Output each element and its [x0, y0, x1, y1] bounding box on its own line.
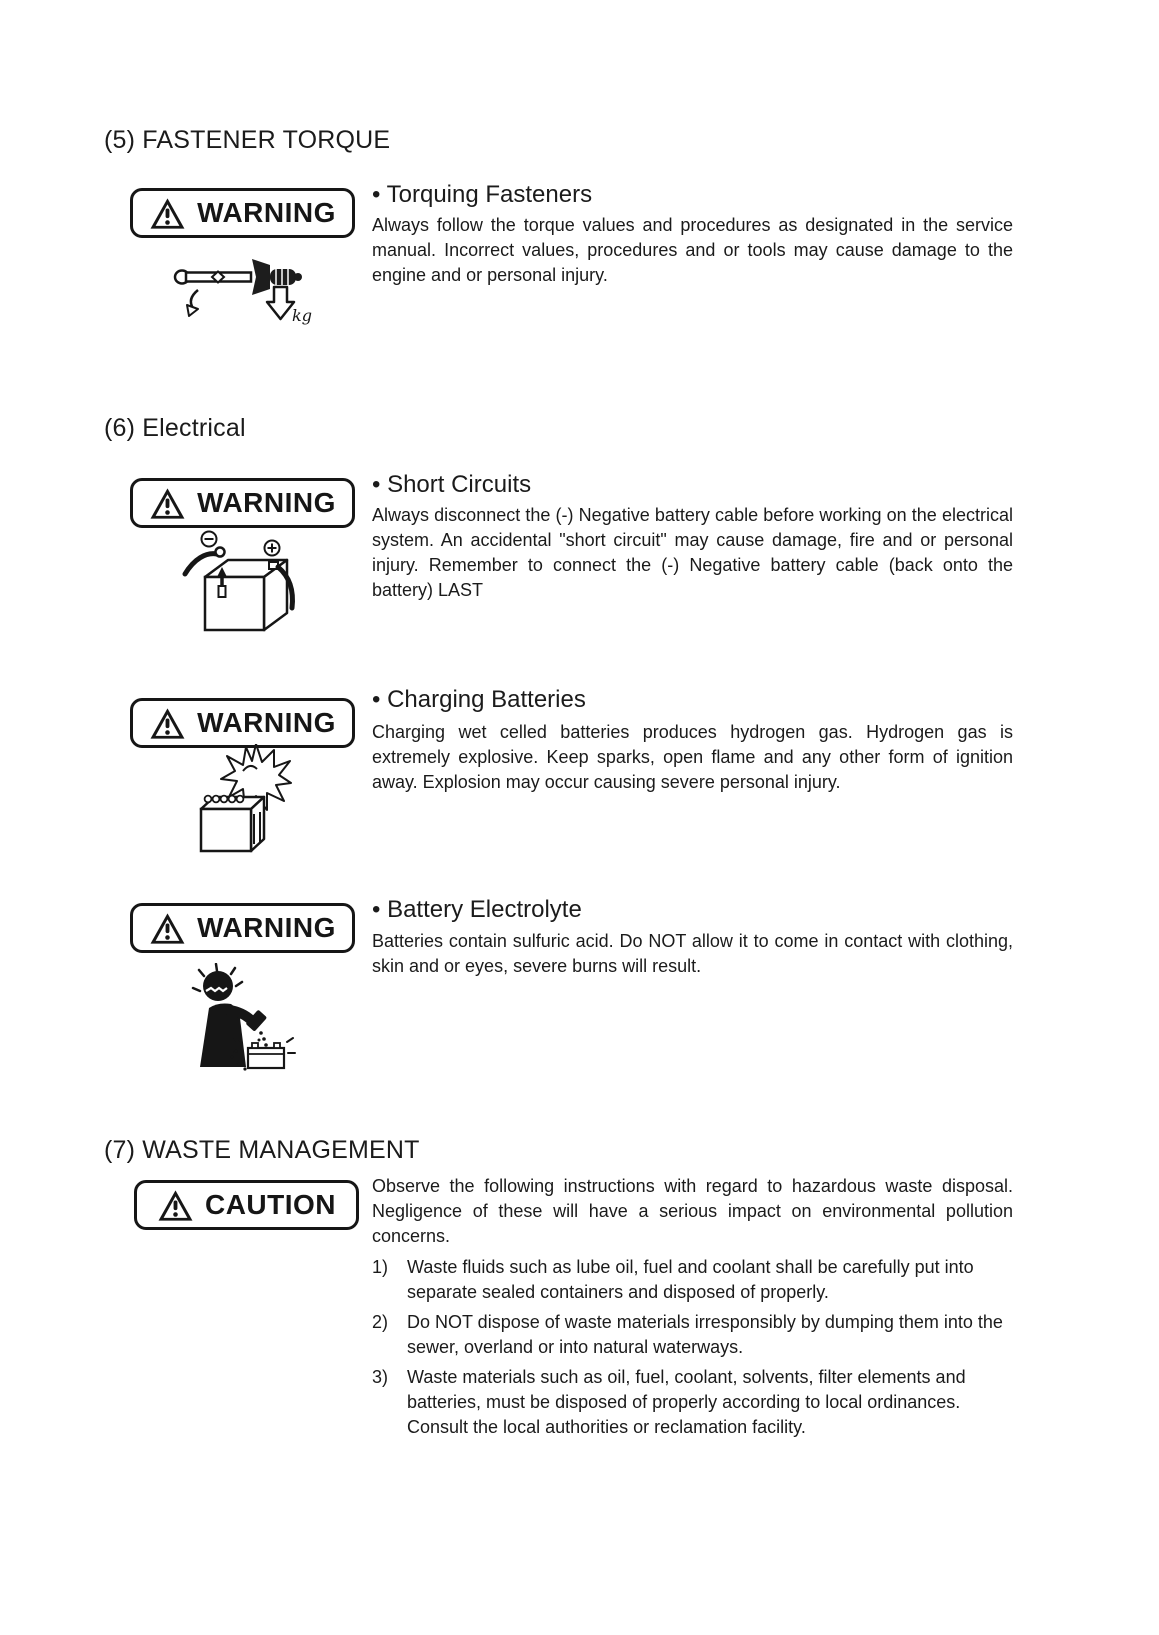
kg-unit-label: kg — [292, 306, 312, 325]
warning-triangle-icon — [149, 707, 186, 740]
section-5-heading: (5) FASTENER TORQUE — [104, 126, 391, 154]
badge-label: WARNING — [197, 197, 336, 228]
charging-batteries-text: Charging wet celled batteries produces hydrogen gas. Hydrogen gas is extremely explosive. Keep sparks, open flame and any other form of ignition away. Explosion may occur causing severe personal injury. — [372, 722, 1013, 792]
torquing-fasteners-title: • Torquing Fasteners — [372, 181, 593, 208]
warning-triangle-icon — [149, 912, 186, 945]
waste-list-item-text: Waste fluids such as lube oil, fuel and coolant shall be carefully put into separate sealed containers and disposed of properly. — [407, 1257, 974, 1302]
waste-list-item-text: Do NOT dispose of waste materials irresponsibly by dumping them into the sewer, overland or into natural waterways. — [407, 1312, 1003, 1357]
waste-list-item-text: Waste materials such as oil, fuel, coolant, solvents, filter elements and batteries, must be disposed of properly according to local ordinances. Consult the local authorities or reclamation facility. — [407, 1367, 966, 1437]
warning-badge — [130, 698, 355, 748]
torquing-fasteners-text: Always follow the torque values and procedures as designated in the service manual. Incorrect values, procedures and or tools may cause damage to the engine and or personal injury. — [372, 215, 1013, 285]
section-6-heading: (6) Electrical — [104, 414, 246, 442]
waste-list-item-number: 1) — [372, 1257, 389, 1277]
short-circuits-text: Always disconnect the (-) Negative battery cable before working on the electrical system. An accidental "short circuit" may cause damage, fire and or personal injury. Remember to connect the (-) Negative battery cable (back onto the battery) LAST — [372, 505, 1013, 600]
caution-badge — [134, 1180, 359, 1230]
warning-badge — [130, 188, 355, 238]
waste-list-item — [372, 1310, 1032, 1360]
warning-triangle-icon — [149, 197, 186, 230]
battery-explosion-illustration — [194, 744, 292, 864]
badge-label: WARNING — [197, 912, 336, 943]
battery-electrolyte-text: Batteries contain sulfuric acid. Do NOT allow it to come in contact with clothing, skin and or eyes, severe burns will result. — [372, 931, 1013, 976]
section-7-heading: (7) WASTE MANAGEMENT — [104, 1136, 420, 1164]
electrolyte-splash-illustration — [190, 963, 298, 1071]
waste-list — [372, 1255, 1032, 1445]
waste-list-item — [372, 1365, 1032, 1440]
warning-triangle-icon — [149, 487, 186, 520]
waste-management-intro-text: Observe the following instructions with regard to hazardous waste disposal. Negligence of these will have a serious impact on environmental pollution concerns. — [372, 1176, 1013, 1246]
warning-triangle-icon — [157, 1189, 194, 1222]
badge-label: CAUTION — [204, 1189, 337, 1220]
waste-list-item-number: 2) — [372, 1312, 389, 1332]
badge-label: WARNING — [197, 487, 336, 518]
warning-badge — [130, 478, 355, 528]
waste-list-item-number: 3) — [372, 1367, 389, 1387]
battery-electrolyte-title: • Battery Electrolyte — [372, 896, 582, 923]
warning-badge — [130, 903, 355, 953]
badge-label: WARNING — [197, 707, 336, 738]
waste-list-item — [372, 1255, 1032, 1305]
charging-batteries-title: • Charging Batteries — [372, 686, 586, 713]
battery-cables-illustration — [182, 528, 300, 640]
short-circuits-title: • Short Circuits — [372, 471, 532, 498]
